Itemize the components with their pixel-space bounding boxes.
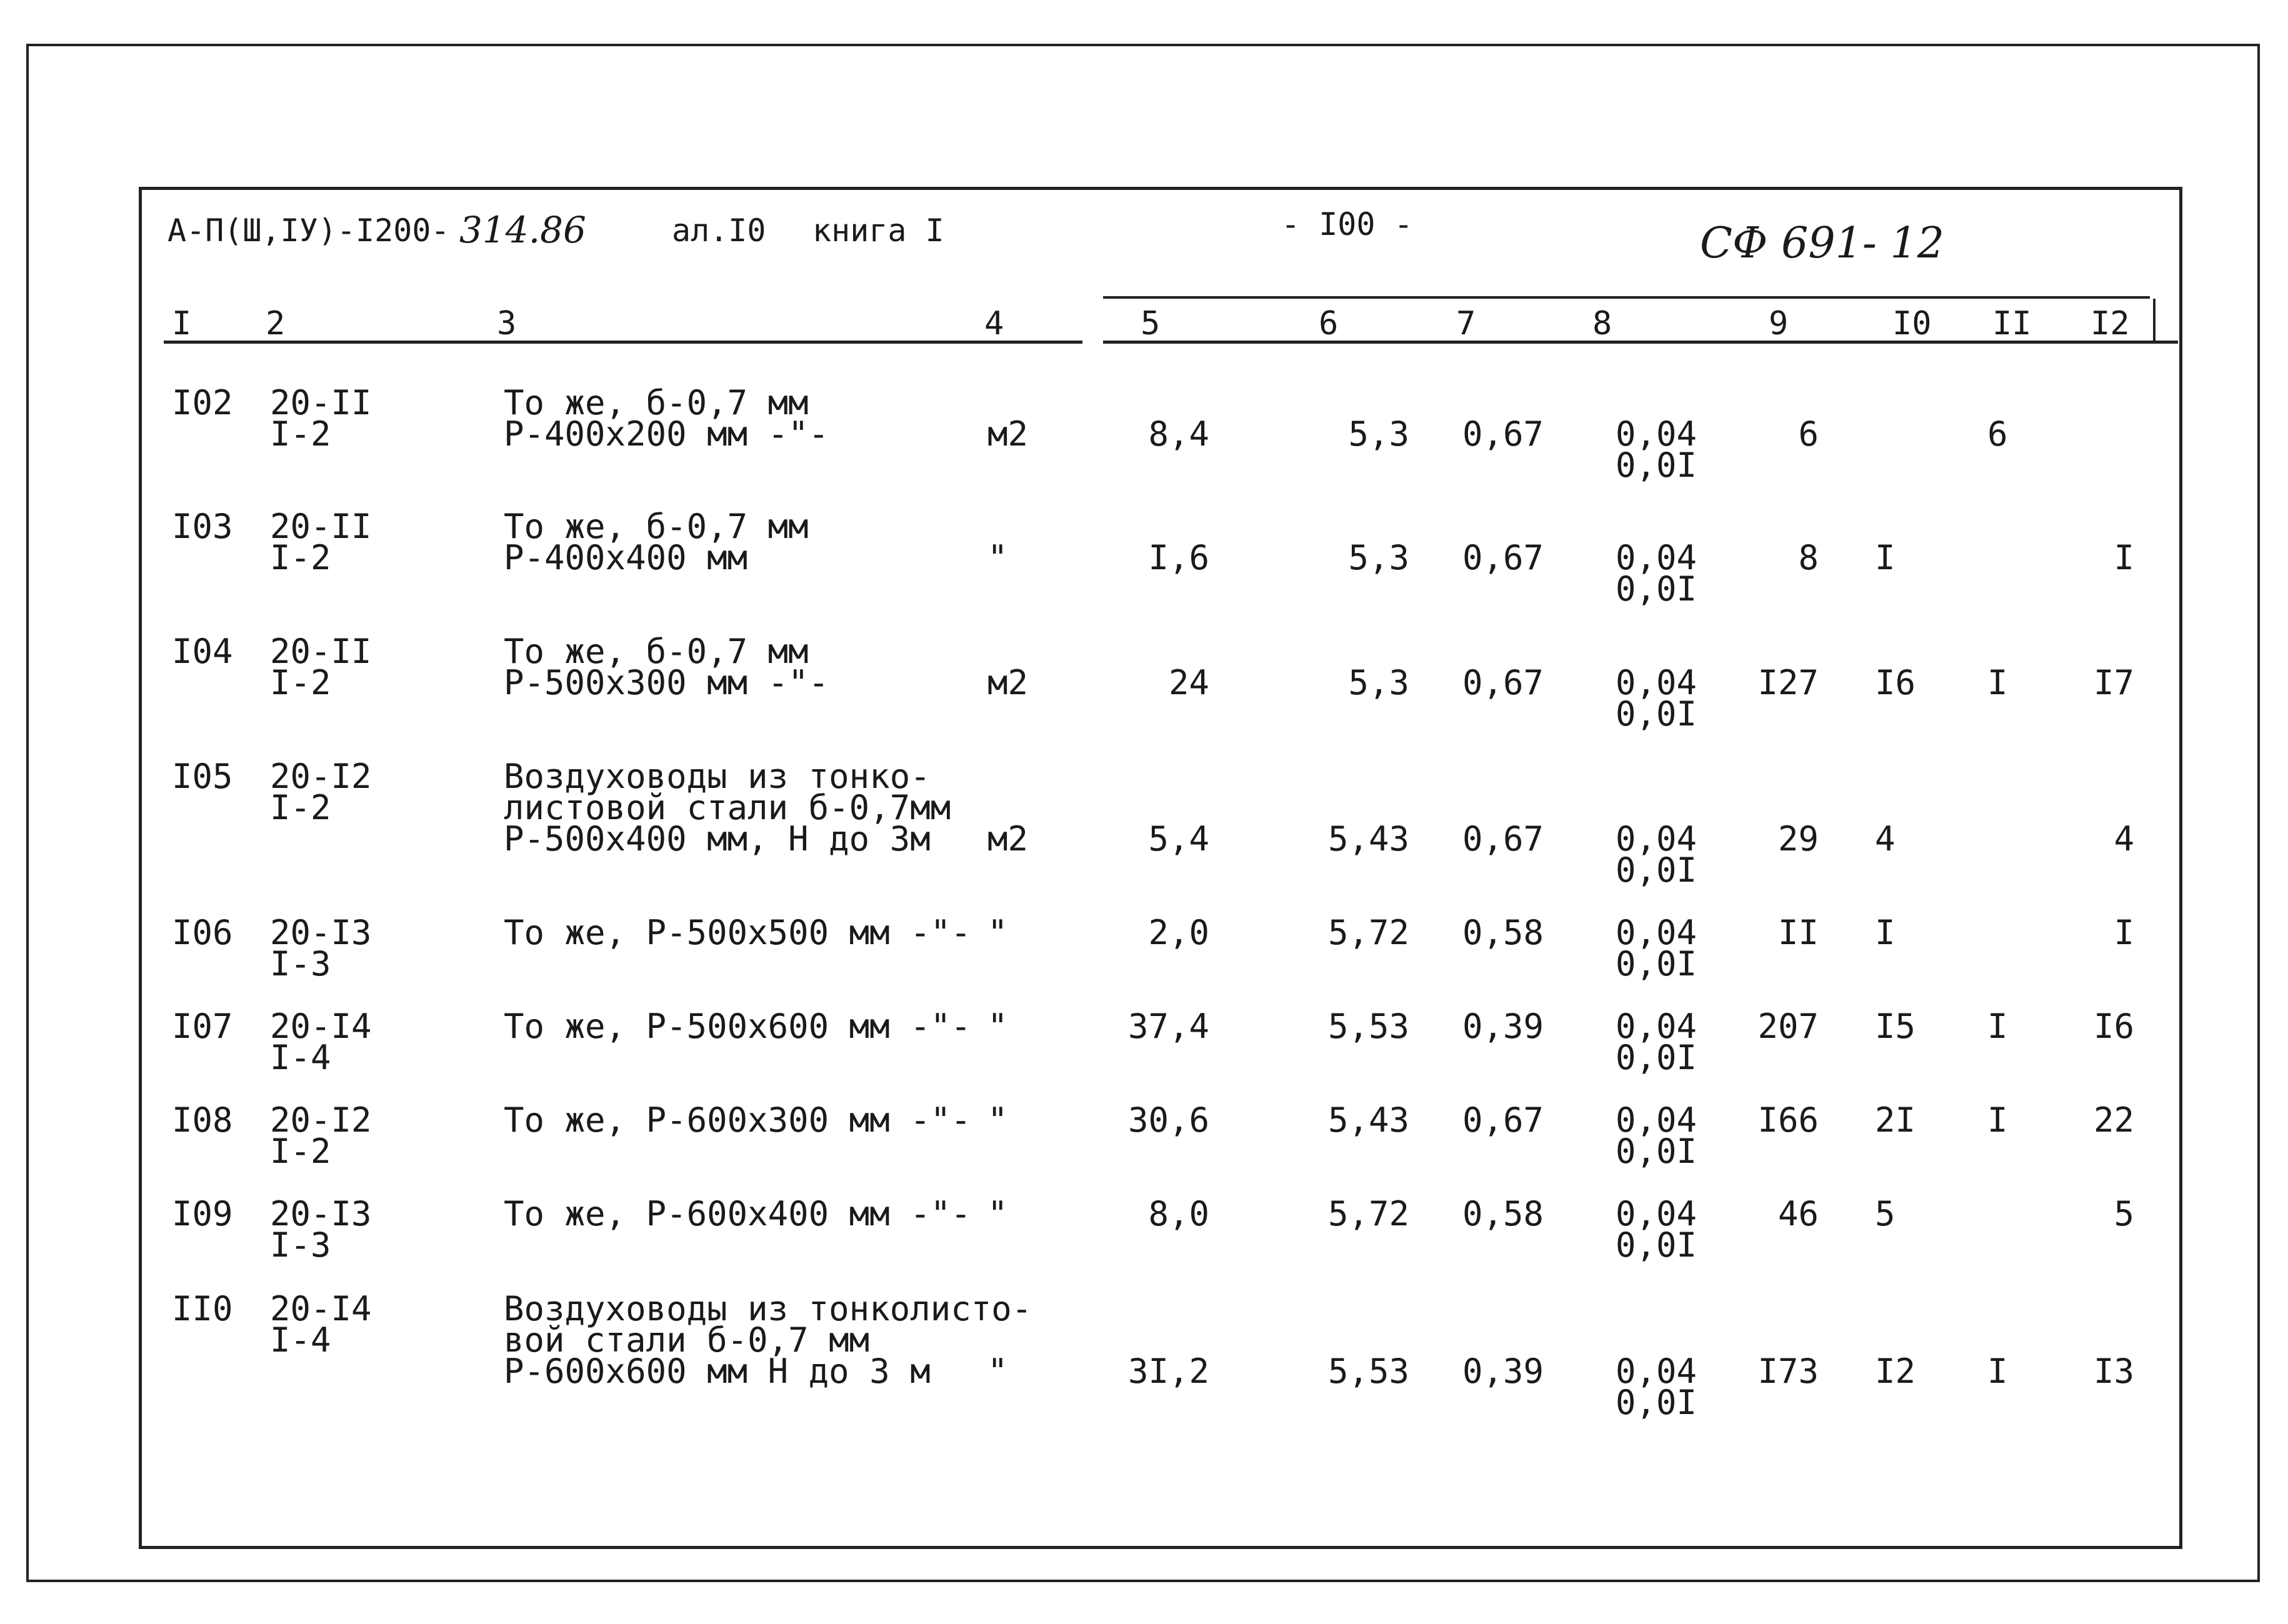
cell-description: То же, б-0,7 мм	[504, 632, 809, 671]
cell-item-number: I05	[172, 757, 233, 796]
cell-col6: 5,72	[1327, 913, 1409, 952]
cell-description: Воздуховоды из тонко-	[504, 757, 931, 796]
header-rule	[1103, 296, 2150, 299]
cell-quantity: I,6	[1148, 538, 1209, 577]
column-number: 4	[984, 305, 1004, 342]
cell-col10: 5	[1875, 1194, 1896, 1233]
column-number: 7	[1456, 305, 1476, 342]
cell-col8: 0,04	[1616, 1194, 1697, 1233]
cell-description: Р-500х300 мм -"-	[504, 663, 829, 702]
cell-col7: 0,67	[1462, 1100, 1544, 1140]
cell-quantity: 8,0	[1148, 1194, 1209, 1233]
cell-description: Р-600х600 мм Н до 3 м	[504, 1352, 931, 1391]
book-number: книга I	[812, 212, 944, 249]
cell-norm-code: I-3	[270, 1225, 331, 1265]
cell-norm-code: 20-I4	[270, 1007, 372, 1046]
cell-col8: 0,0I	[1616, 694, 1697, 734]
inner-frame	[139, 187, 2182, 1549]
cell-norm-code: 20-I3	[270, 1194, 372, 1233]
cell-col8: 0,04	[1616, 1007, 1697, 1046]
cell-unit: "	[987, 1194, 1008, 1233]
cell-item-number: I07	[172, 1007, 233, 1046]
cell-description: листовой стали б-0,7мм	[504, 788, 951, 827]
cell-description: То же, б-0,7 мм	[504, 383, 809, 422]
column-number: 5	[1141, 305, 1161, 342]
cell-col10: I6	[1875, 663, 1916, 702]
cell-item-number: I08	[172, 1100, 233, 1140]
cell-col9: II	[1777, 913, 1819, 952]
cell-col8: 0,0I	[1616, 1132, 1697, 1171]
cell-col9: 8	[1798, 538, 1819, 577]
cell-description: То же, б-0,7 мм	[504, 507, 809, 546]
cell-item-number: I03	[172, 507, 233, 546]
cell-col8: 0,0I	[1616, 1038, 1697, 1077]
archive-stamp: СФ 691- 12	[1700, 219, 1944, 268]
cell-item-number: I06	[172, 913, 233, 952]
column-number: II	[1992, 305, 2032, 342]
cell-col9: 6	[1798, 414, 1819, 454]
cell-col6: 5,3	[1348, 538, 1409, 577]
cell-col11: I	[1987, 663, 2008, 702]
column-number: I0	[1892, 305, 1932, 342]
cell-quantity: 3I,2	[1127, 1352, 1209, 1391]
cell-col10: I	[1875, 538, 1896, 577]
cell-col8: 0,0I	[1616, 569, 1697, 609]
cell-unit: м2	[987, 663, 1029, 702]
cell-description: вой стали б-0,7 мм	[504, 1320, 870, 1360]
cell-norm-code: 20-I4	[270, 1289, 372, 1328]
column-number: 8	[1592, 305, 1612, 342]
cell-item-number: I09	[172, 1194, 233, 1233]
cell-description: То же, Р-500х500 мм -"-	[504, 913, 971, 952]
cell-col8: 0,0I	[1616, 446, 1697, 485]
cell-quantity: 8,4	[1148, 414, 1209, 454]
cell-col9: I66	[1757, 1100, 1819, 1140]
cell-unit: м2	[987, 819, 1029, 859]
cell-col8: 0,04	[1616, 663, 1697, 702]
column-number: 2	[266, 305, 286, 342]
cell-col10: I5	[1875, 1007, 1916, 1046]
cell-col6: 5,53	[1327, 1352, 1409, 1391]
cell-col8: 0,04	[1616, 913, 1697, 952]
column-number: 6	[1319, 305, 1339, 342]
cell-col8: 0,04	[1616, 1100, 1697, 1140]
cell-col7: 0,67	[1462, 414, 1544, 454]
cell-col10: 2I	[1875, 1100, 1916, 1140]
cell-col12: I7	[2093, 663, 2134, 702]
cell-norm-code: I-2	[270, 788, 331, 827]
cell-col6: 5,72	[1327, 1194, 1409, 1233]
cell-item-number: II0	[172, 1289, 233, 1328]
cell-col8: 0,04	[1616, 538, 1697, 577]
cell-description: Воздуховоды из тонколисто-	[504, 1289, 1032, 1328]
cell-col11: I	[1987, 1007, 2008, 1046]
column-number: 3	[497, 305, 517, 342]
cell-quantity: 37,4	[1127, 1007, 1209, 1046]
cell-unit: "	[987, 538, 1008, 577]
cell-col9: 29	[1777, 819, 1819, 859]
cell-col7: 0,39	[1462, 1352, 1544, 1391]
cell-col6: 5,43	[1327, 819, 1409, 859]
cell-quantity: 24	[1168, 663, 1209, 702]
cell-norm-code: I-2	[270, 414, 331, 454]
cell-quantity: 30,6	[1127, 1100, 1209, 1140]
cell-col7: 0,39	[1462, 1007, 1544, 1046]
cell-unit: "	[987, 1007, 1008, 1046]
cell-col11: I	[1987, 1352, 2008, 1391]
cell-item-number: I04	[172, 632, 233, 671]
cell-col8: 0,04	[1616, 1352, 1697, 1391]
column-rule-left	[164, 341, 1082, 344]
cell-col8: 0,0I	[1616, 1383, 1697, 1422]
cell-quantity: 5,4	[1148, 819, 1209, 859]
cell-col12: I	[2114, 913, 2134, 952]
cell-description: Р-500х400 мм, Н до 3м	[504, 819, 931, 859]
column-number: I2	[2091, 305, 2130, 342]
cell-unit: м2	[987, 414, 1029, 454]
page-number: - I00 -	[1281, 206, 1413, 242]
cell-norm-code: I-2	[270, 1132, 331, 1171]
cell-description: То же, Р-500х600 мм -"-	[504, 1007, 971, 1046]
cell-description: То же, Р-600х400 мм -"-	[504, 1194, 971, 1233]
cell-col7: 0,58	[1462, 1194, 1544, 1233]
cell-col12: I	[2114, 538, 2134, 577]
cell-col11: 6	[1987, 414, 2008, 454]
cell-col6: 5,3	[1348, 414, 1409, 454]
cell-col8: 0,04	[1616, 819, 1697, 859]
cell-col12: 4	[2114, 819, 2134, 859]
cell-col8: 0,0I	[1616, 850, 1697, 890]
cell-norm-code: 20-II	[270, 632, 372, 671]
column-tick	[2153, 299, 2156, 342]
cell-col6: 5,53	[1327, 1007, 1409, 1046]
cell-col7: 0,58	[1462, 913, 1544, 952]
cell-col8: 0,0I	[1616, 1225, 1697, 1265]
cell-description: Р-400х200 мм -"-	[504, 414, 829, 454]
cell-unit: "	[987, 913, 1008, 952]
cell-col10: I2	[1875, 1352, 1916, 1391]
cell-norm-code: 20-I3	[270, 913, 372, 952]
cell-unit: "	[987, 1100, 1008, 1140]
cell-col10: I	[1875, 913, 1896, 952]
cell-norm-code: I-4	[270, 1038, 331, 1077]
cell-item-number: I02	[172, 383, 233, 422]
column-number: 9	[1769, 305, 1789, 342]
cell-norm-code: 20-II	[270, 383, 372, 422]
cell-description: Р-400х400 мм	[504, 538, 748, 577]
cell-norm-code: 20-I2	[270, 1100, 372, 1140]
cell-col9: 207	[1757, 1007, 1819, 1046]
cell-norm-code: I-2	[270, 538, 331, 577]
cell-norm-code: 20-II	[270, 507, 372, 546]
cell-col6: 5,43	[1327, 1100, 1409, 1140]
cell-col8: 0,04	[1616, 414, 1697, 454]
cell-col10: 4	[1875, 819, 1896, 859]
cell-col12: 5	[2114, 1194, 2134, 1233]
cell-col9: 46	[1777, 1194, 1819, 1233]
cell-col12: I3	[2093, 1352, 2134, 1391]
cell-norm-code: I-3	[270, 944, 331, 984]
cell-col6: 5,3	[1348, 663, 1409, 702]
cell-col7: 0,67	[1462, 819, 1544, 859]
cell-col7: 0,67	[1462, 538, 1544, 577]
cell-col12: 22	[2093, 1100, 2134, 1140]
cell-description: То же, Р-600х300 мм -"-	[504, 1100, 971, 1140]
cell-col8: 0,0I	[1616, 944, 1697, 984]
cell-col7: 0,67	[1462, 663, 1544, 702]
album-number: ал.I0	[672, 212, 766, 249]
document-code: А-П(Ш,IУ)-I200-	[167, 212, 450, 249]
column-number: I	[172, 305, 192, 342]
cell-norm-code: I-2	[270, 663, 331, 702]
document-code-handwritten: 314.86	[459, 209, 586, 251]
cell-quantity: 2,0	[1148, 913, 1209, 952]
cell-norm-code: I-4	[270, 1320, 331, 1360]
cell-col9: I27	[1757, 663, 1819, 702]
cell-col9: I73	[1757, 1352, 1819, 1391]
cell-col11: I	[1987, 1100, 2008, 1140]
cell-col12: I6	[2093, 1007, 2134, 1046]
cell-unit: "	[987, 1352, 1008, 1391]
cell-norm-code: 20-I2	[270, 757, 372, 796]
